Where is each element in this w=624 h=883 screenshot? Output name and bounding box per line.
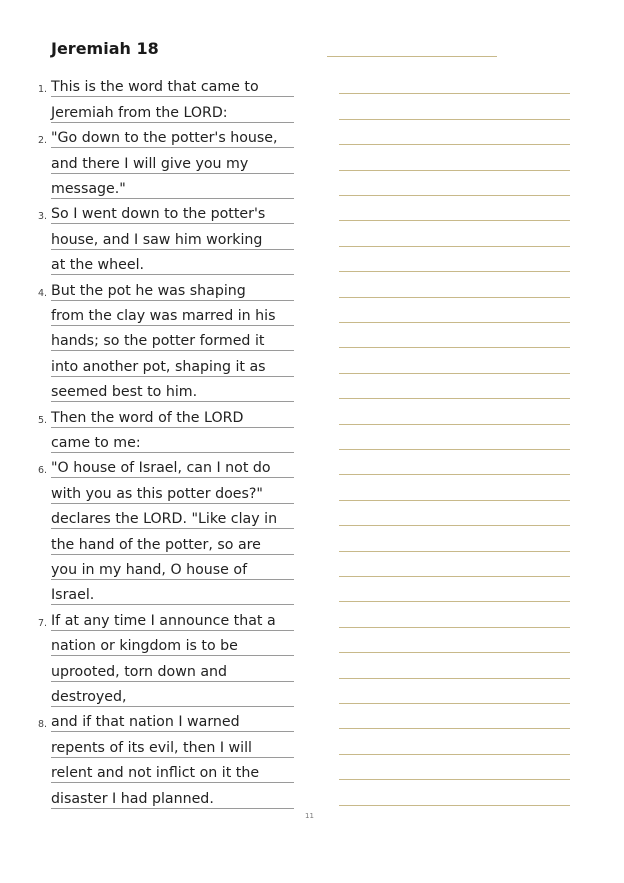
verse-underline bbox=[51, 808, 294, 809]
copy-writing-line[interactable] bbox=[339, 347, 570, 348]
copy-writing-line[interactable] bbox=[339, 93, 570, 94]
copy-writing-line[interactable] bbox=[339, 576, 570, 577]
verse-line bbox=[0, 123, 300, 148]
verse-text: disaster I had planned. bbox=[51, 790, 214, 807]
verse-text: This is the word that came to bbox=[51, 79, 259, 96]
verse-text: with you as this potter does?" bbox=[51, 485, 263, 502]
copy-writing-line[interactable] bbox=[339, 170, 570, 171]
verse-line bbox=[0, 351, 300, 376]
verse-line bbox=[0, 97, 300, 122]
verse-text: from the clay was marred in his bbox=[51, 307, 276, 324]
verse-text: seemed best to him. bbox=[51, 384, 198, 401]
copy-writing-line[interactable] bbox=[339, 627, 570, 628]
page-number: 11 bbox=[305, 812, 314, 820]
copy-writing-line[interactable] bbox=[339, 500, 570, 501]
verse-number: 5. bbox=[38, 414, 48, 426]
verse-text: repents of its evil, then I will bbox=[51, 739, 252, 756]
copy-writing-line[interactable] bbox=[339, 119, 570, 120]
verse-line bbox=[0, 529, 300, 554]
verse-text: Israel. bbox=[51, 587, 95, 604]
verse-number: 2. bbox=[38, 135, 48, 147]
copy-writing-line[interactable] bbox=[339, 220, 570, 221]
verse-text: and if that nation I warned bbox=[51, 714, 240, 731]
verse-text: nation or kingdom is to be bbox=[51, 638, 238, 655]
copy-writing-line[interactable] bbox=[339, 805, 570, 806]
verse-number: 8. bbox=[38, 719, 48, 731]
copy-writing-line[interactable] bbox=[339, 373, 570, 374]
verse-text: came to me: bbox=[51, 434, 141, 451]
verse-number: 4. bbox=[38, 287, 48, 299]
copy-writing-line[interactable] bbox=[339, 297, 570, 298]
verse-line bbox=[0, 275, 300, 300]
verse-line bbox=[0, 224, 300, 249]
verse-line bbox=[0, 682, 300, 707]
verse-text: the hand of the potter, so are bbox=[51, 536, 261, 553]
verse-line bbox=[0, 758, 300, 783]
verse-text: But the pot he was shaping bbox=[51, 282, 246, 299]
verse-line bbox=[0, 428, 300, 453]
verse-line bbox=[0, 555, 300, 580]
copy-writing-line[interactable] bbox=[339, 398, 570, 399]
verse-line bbox=[0, 783, 300, 808]
verse-number: 6. bbox=[38, 465, 48, 477]
copy-writing-line[interactable] bbox=[339, 195, 570, 196]
copy-writing-line[interactable] bbox=[339, 246, 570, 247]
copy-writing-line[interactable] bbox=[339, 601, 570, 602]
verse-text: message." bbox=[51, 180, 126, 197]
verse-line bbox=[0, 174, 300, 199]
verse-text: Jeremiah from the LORD: bbox=[51, 104, 228, 121]
verse-line bbox=[0, 199, 300, 224]
verse-text: "O house of Israel, can I not do bbox=[51, 460, 271, 477]
copy-writing-line[interactable] bbox=[339, 652, 570, 653]
verse-line bbox=[0, 453, 300, 478]
page-title: Jeremiah 18 bbox=[51, 39, 159, 58]
verse-number: 7. bbox=[38, 617, 48, 629]
verse-line bbox=[0, 656, 300, 681]
copy-writing-line[interactable] bbox=[339, 424, 570, 425]
copy-writing-line[interactable] bbox=[339, 322, 570, 323]
verse-line bbox=[0, 605, 300, 630]
copy-writing-line[interactable] bbox=[339, 754, 570, 755]
verse-text: "Go down to the potter's house, bbox=[51, 130, 278, 147]
copy-writing-line[interactable] bbox=[339, 474, 570, 475]
verse-line bbox=[0, 402, 300, 427]
verse-text: uprooted, torn down and bbox=[51, 663, 228, 680]
verse-text: at the wheel. bbox=[51, 257, 145, 274]
verse-line bbox=[0, 732, 300, 757]
verse-line bbox=[0, 148, 300, 173]
verse-line bbox=[0, 250, 300, 275]
verse-line bbox=[0, 377, 300, 402]
verse-text: into another pot, shaping it as bbox=[51, 358, 266, 375]
copy-writing-line[interactable] bbox=[339, 779, 570, 780]
copy-writing-line[interactable] bbox=[339, 525, 570, 526]
verse-text: and there I will give you my bbox=[51, 155, 249, 172]
verse-text: declares the LORD. "Like clay in bbox=[51, 511, 278, 528]
verse-text: you in my hand, O house of bbox=[51, 561, 248, 578]
verse-line bbox=[0, 707, 300, 732]
verse-number: 1. bbox=[38, 84, 48, 96]
verse-text: destroyed, bbox=[51, 688, 127, 705]
verse-line bbox=[0, 301, 300, 326]
verse-text: hands; so the potter formed it bbox=[51, 333, 265, 350]
copy-writing-line[interactable] bbox=[339, 728, 570, 729]
copy-writing-line[interactable] bbox=[339, 271, 570, 272]
verse-line bbox=[0, 72, 300, 97]
verse-text: house, and I saw him working bbox=[51, 231, 263, 248]
copy-writing-line[interactable] bbox=[339, 551, 570, 552]
verse-line bbox=[0, 326, 300, 351]
verse-number: 3. bbox=[38, 211, 48, 223]
copy-writing-line[interactable] bbox=[339, 449, 570, 450]
copy-writing-line[interactable] bbox=[339, 144, 570, 145]
verse-line bbox=[0, 504, 300, 529]
verse-text: If at any time I announce that a bbox=[51, 612, 276, 629]
verse-text: Then the word of the LORD bbox=[51, 409, 244, 426]
verse-line bbox=[0, 631, 300, 656]
verse-text: So I went down to the potter's bbox=[51, 206, 266, 223]
verse-line bbox=[0, 580, 300, 605]
copy-writing-line[interactable] bbox=[339, 703, 570, 704]
copy-writing-line[interactable] bbox=[339, 678, 570, 679]
title-writing-line bbox=[327, 56, 497, 57]
verse-line bbox=[0, 478, 300, 503]
verse-text: relent and not inflict on it the bbox=[51, 765, 260, 782]
